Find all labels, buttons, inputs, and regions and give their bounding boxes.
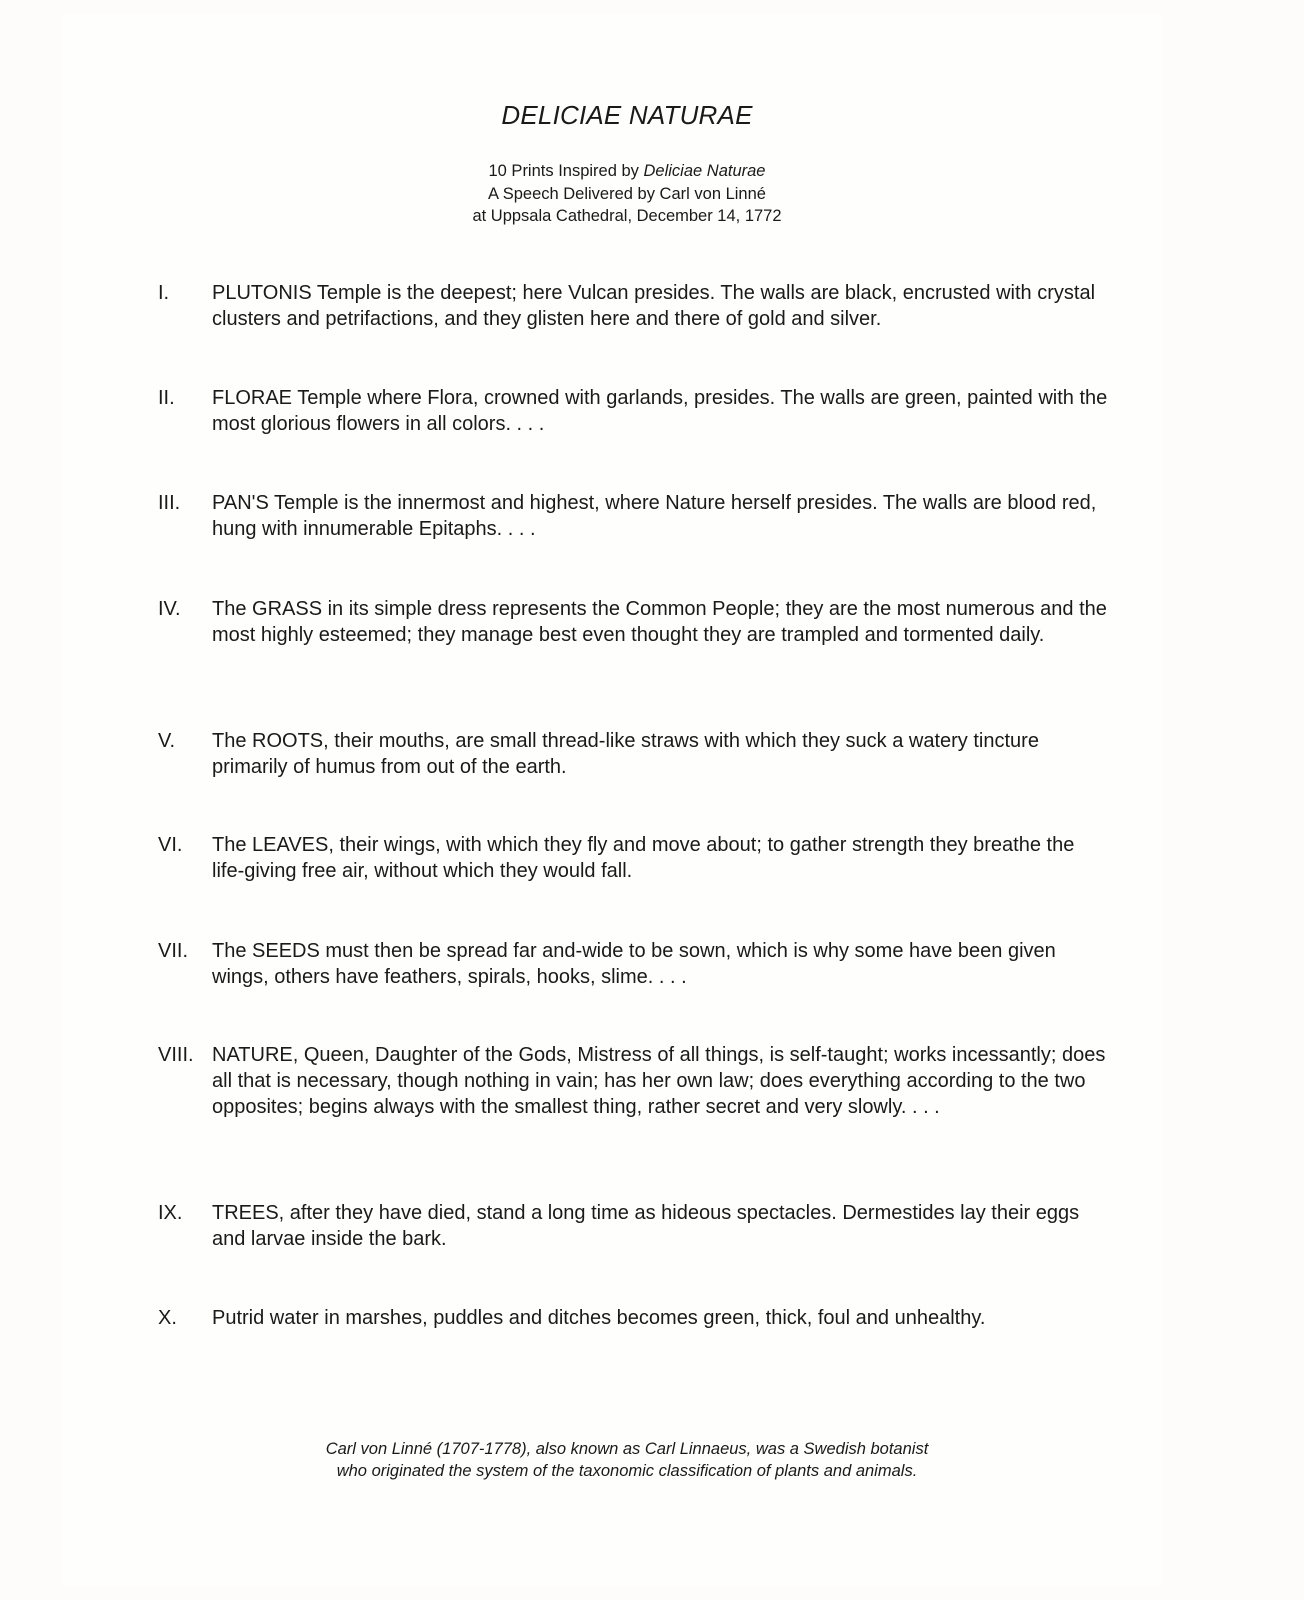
subtitle-line-2: A Speech Delivered by Carl von Linné — [488, 184, 766, 203]
list-item — [158, 1305, 1108, 1331]
item-text: FLORAE Temple where Flora, crowned with garlands, presides. The walls are green, painted with the most glorious flowers in all colors. . . . — [212, 387, 1108, 435]
list-item — [158, 728, 1108, 780]
item-text: PAN'S Temple is the innermost and highest, where Nature herself presides. The walls are blood red, hung with innumerable Epitaphs. . . . — [212, 492, 1097, 540]
list-item — [158, 596, 1108, 648]
item-numeral: V. — [158, 730, 176, 752]
subtitle-line-1 — [0, 160, 1254, 183]
item-text: The GRASS in its simple dress represents the Common People; they are the most numerous and the most highly esteemed; they manage best even thought they are trampled and tormented daily. — [212, 598, 1107, 646]
footer-line-1: Carl von Linné (1707-1778), also known as Carl Linnaeus, was a Swedish botanist — [325, 1440, 929, 1458]
item-numeral: IV. — [158, 598, 181, 620]
paper-sheet — [62, 14, 1162, 1586]
item-text: The ROOTS, their mouths, are small thread-like straws with which they suck a watery tincture primarily of humus from out of the earth. — [212, 730, 1039, 778]
item-text: PLUTONIS Temple is the deepest; here Vulcan presides. The walls are black, encrusted with crystal clusters and petrifactions, and they glisten here and there of gold and silver. — [212, 282, 1096, 330]
footer-note — [0, 1438, 1254, 1482]
list-item — [158, 490, 1108, 542]
footer-line-2: who originated the system of the taxonomic classification of plants and animals. — [336, 1462, 918, 1480]
item-numeral: II. — [158, 387, 175, 409]
subtitle-italic-title: Deliciae Naturae — [643, 162, 766, 180]
item-text: The LEAVES, their wings, with which they fly and move about; to gather strength they breathe the life-giving free air, without which they would fall. — [212, 834, 1075, 882]
item-numeral: IX. — [158, 1202, 183, 1224]
item-numeral: III. — [158, 492, 181, 514]
list-item — [158, 832, 1108, 884]
list-item — [158, 280, 1108, 332]
list-item — [158, 1042, 1108, 1120]
subtitle-line-3: at Uppsala Cathedral, December 14, 1772 — [472, 207, 782, 225]
document-subtitle — [0, 160, 1254, 228]
list-item — [158, 1200, 1108, 1252]
item-text: Putrid water in marshes, puddles and ditches becomes green, thick, foul and unhealthy. — [212, 1307, 986, 1329]
list-item — [158, 938, 1108, 990]
item-numeral: VI. — [158, 834, 183, 856]
item-numeral: VIII. — [158, 1044, 194, 1066]
document-title: DELICIAE NATURAE — [501, 100, 753, 130]
item-text: The SEEDS must then be spread far and-wide to be sown, which is why some have been given wings, others have feathers, spirals, hooks, slime. . . . — [212, 940, 1056, 988]
item-numeral: X. — [158, 1307, 177, 1329]
list-item — [158, 385, 1108, 437]
item-numeral: I. — [158, 282, 170, 304]
subtitle-prefix: 10 Prints Inspired by — [488, 162, 644, 180]
item-text: NATURE, Queen, Daughter of the Gods, Mistress of all things, is self-taught; works incessantly; does all that is necessary, though nothing in vain; has her own law; does everything according to the two opposites; begins always with the smallest thing, rather secret and very slowly. . . . — [212, 1044, 1106, 1118]
item-numeral: VII. — [158, 940, 189, 962]
item-text: TREES, after they have died, stand a long time as hideous spectacles. Dermestides lay their eggs and larvae inside the bark. — [212, 1202, 1080, 1250]
